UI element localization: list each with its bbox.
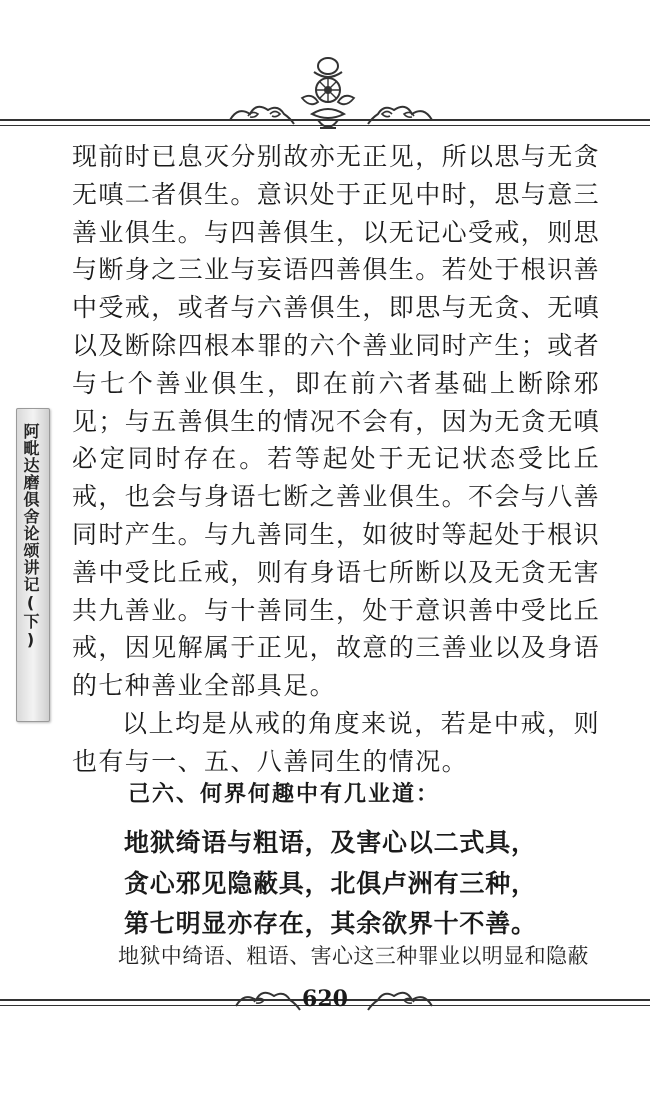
book-title-text: 阿毗达磨俱舍论颂讲记(下) xyxy=(21,423,40,650)
commentary-text: 地狱中绮语、粗语、害心这三种罪业以明显和隐蔽 xyxy=(118,944,589,968)
body-paragraph: 以上均是从戒的角度来说，若是中戒，则也有与一、五、八善同生的情况。 xyxy=(72,708,600,776)
verse-block xyxy=(124,823,537,945)
main-text-block xyxy=(72,138,600,781)
cloud-scroll-left-icon xyxy=(226,96,296,128)
verse-line: 地狱绮语与粗语，及害心以二式具， xyxy=(124,828,537,857)
page-number: 620 xyxy=(302,986,348,1012)
body-paragraph: 现前时已息灭分别故亦无正见，所以思与无贪无嗔二者俱生。意识处于正见中时，思与意三善业俱生。与四善俱生，以无记心受戒，则思与断身之三业与妄语四善俱生。若处于根识善中受戒，或者与六善俱生，即思与无贪、无嗔以及断除四根本罪的六个善业同时产生；或者与七个善业俱生，即在前六者基础上断除邪见；与五善俱生的情况不会有，因为无贪无嗔必定同时存在。若等起处于无记状态受比丘戒，也会与身语七断之善业俱生。不会与八善同时产生。与九善同生，如彼时等起处于根识善中受比丘戒，则有身语七所断以及无贪无害共九善业。与十善同生，处于意识善中受比丘戒，因见解属于正见，故意的三善业以及身语的七种善业全部具足。 xyxy=(72,142,601,701)
cloud-scroll-right-icon xyxy=(366,96,436,128)
verse-line: 第七明显亦存在，其余欲界十不善。 xyxy=(124,909,537,938)
section-heading: 己六、何界何趣中有几业道： xyxy=(128,782,441,807)
book-title-side-tab xyxy=(16,408,50,722)
verse-line: 贪心邪见隐蔽具，北俱卢洲有三种， xyxy=(124,868,537,898)
dharma-wheel-ornament-icon xyxy=(294,54,362,138)
